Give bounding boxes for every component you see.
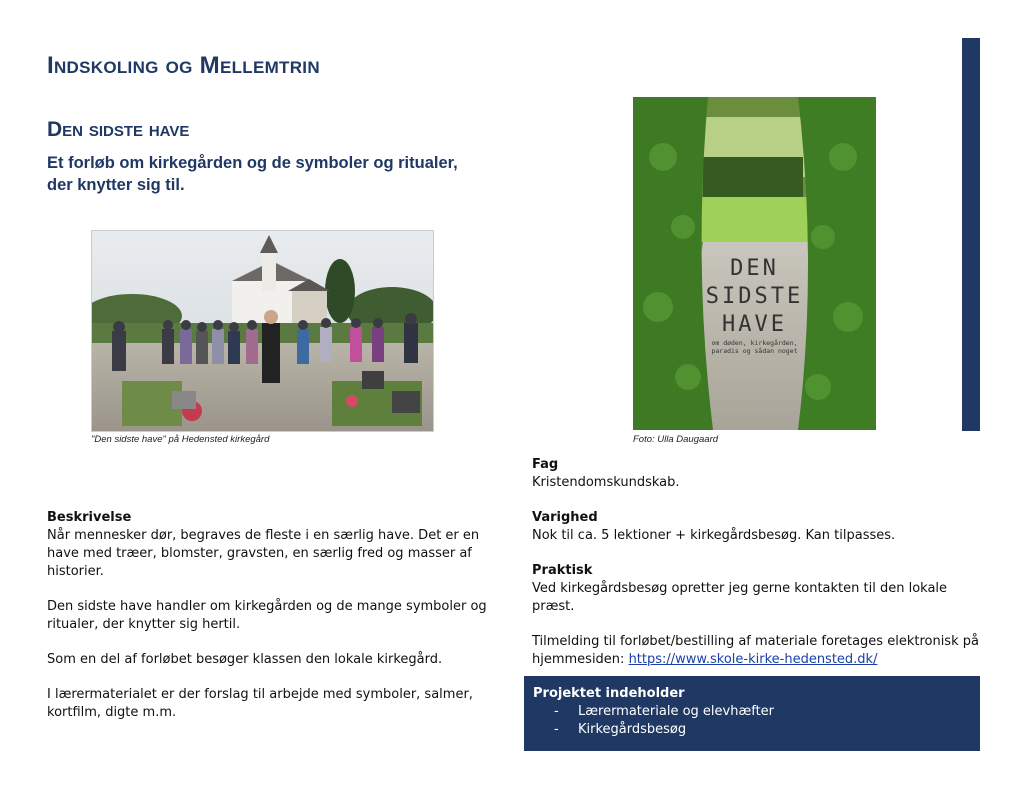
- book-title-line2: SIDSTE: [705, 284, 804, 309]
- list-dash: -: [554, 704, 559, 719]
- praktisk-value: Ved kirkegårdsbesøg opretter jeg gerne kontakten til den lokale præst.: [532, 581, 948, 614]
- list-item-label: Kirkegårdsbesøg: [578, 722, 687, 737]
- fag-value: Kristendomskundskab.: [532, 475, 680, 490]
- contents-title: Projektet indeholder: [533, 686, 685, 701]
- contents-list: [554, 703, 774, 739]
- list-item: [554, 721, 774, 739]
- tagline: Et forløb om kirkegården og de symboler og ritualer, der knytter sig til.: [47, 154, 458, 194]
- project-contents-box: [524, 676, 980, 751]
- praktisk-label: Praktisk: [532, 563, 593, 578]
- varighed-label: Varighed: [532, 510, 598, 525]
- tilmelding-text: Tilmelding til forløbet/bestilling af materiale foretages elektronisk på hjemmesiden:: [532, 634, 979, 667]
- book-subline1: om døden, kirkegården,: [711, 339, 798, 347]
- info-section: [532, 456, 982, 686]
- section-title: Den sidste have: [47, 118, 190, 141]
- book-cover-photo: [633, 97, 876, 430]
- list-dash: -: [554, 722, 559, 737]
- book-title-line3: HAVE: [722, 312, 787, 337]
- book-subline2: paradis og sådan noget: [711, 347, 798, 355]
- list-item-label: Lærermateriale og elevhæfter: [578, 704, 775, 719]
- description-paragraph-4: I lærermaterialet er der forslag til arbejde med symboler, salmer, kortfilm, digte m.m.: [47, 687, 473, 720]
- churchyard-caption: "Den sidste have" på Hedensted kirkegård: [91, 434, 270, 445]
- description-section: [47, 509, 507, 739]
- accent-bar: [962, 38, 980, 431]
- description-paragraph-1: Når mennesker dør, begraves de fleste i en særlig have. Det er en have med træer, blomster, gravsten, en særlig fred og masser af historier.: [47, 528, 480, 579]
- book-title-line1: DEN: [730, 256, 779, 281]
- main-heading: Indskoling og Mellemtrin: [47, 52, 320, 79]
- photo-credit: Foto: Ulla Daugaard: [633, 434, 719, 445]
- churchyard-photo: [91, 230, 434, 432]
- website-link[interactable]: https://www.skole-kirke-hedensted.dk/: [628, 652, 878, 667]
- varighed-value: Nok til ca. 5 lektioner + kirkegårdsbesøg. Kan tilpasses.: [532, 528, 896, 543]
- description-paragraph-3: Som en del af forløbet besøger klassen den lokale kirkegård.: [47, 652, 443, 667]
- description-label: Beskrivelse: [47, 510, 132, 525]
- churchyard-photo-graphic: [92, 231, 433, 431]
- description-paragraph-2: Den sidste have handler om kirkegården og de mange symboler og ritualer, der knytter sig hertil.: [47, 599, 487, 632]
- fag-label: Fag: [532, 457, 559, 472]
- list-item: [554, 703, 774, 721]
